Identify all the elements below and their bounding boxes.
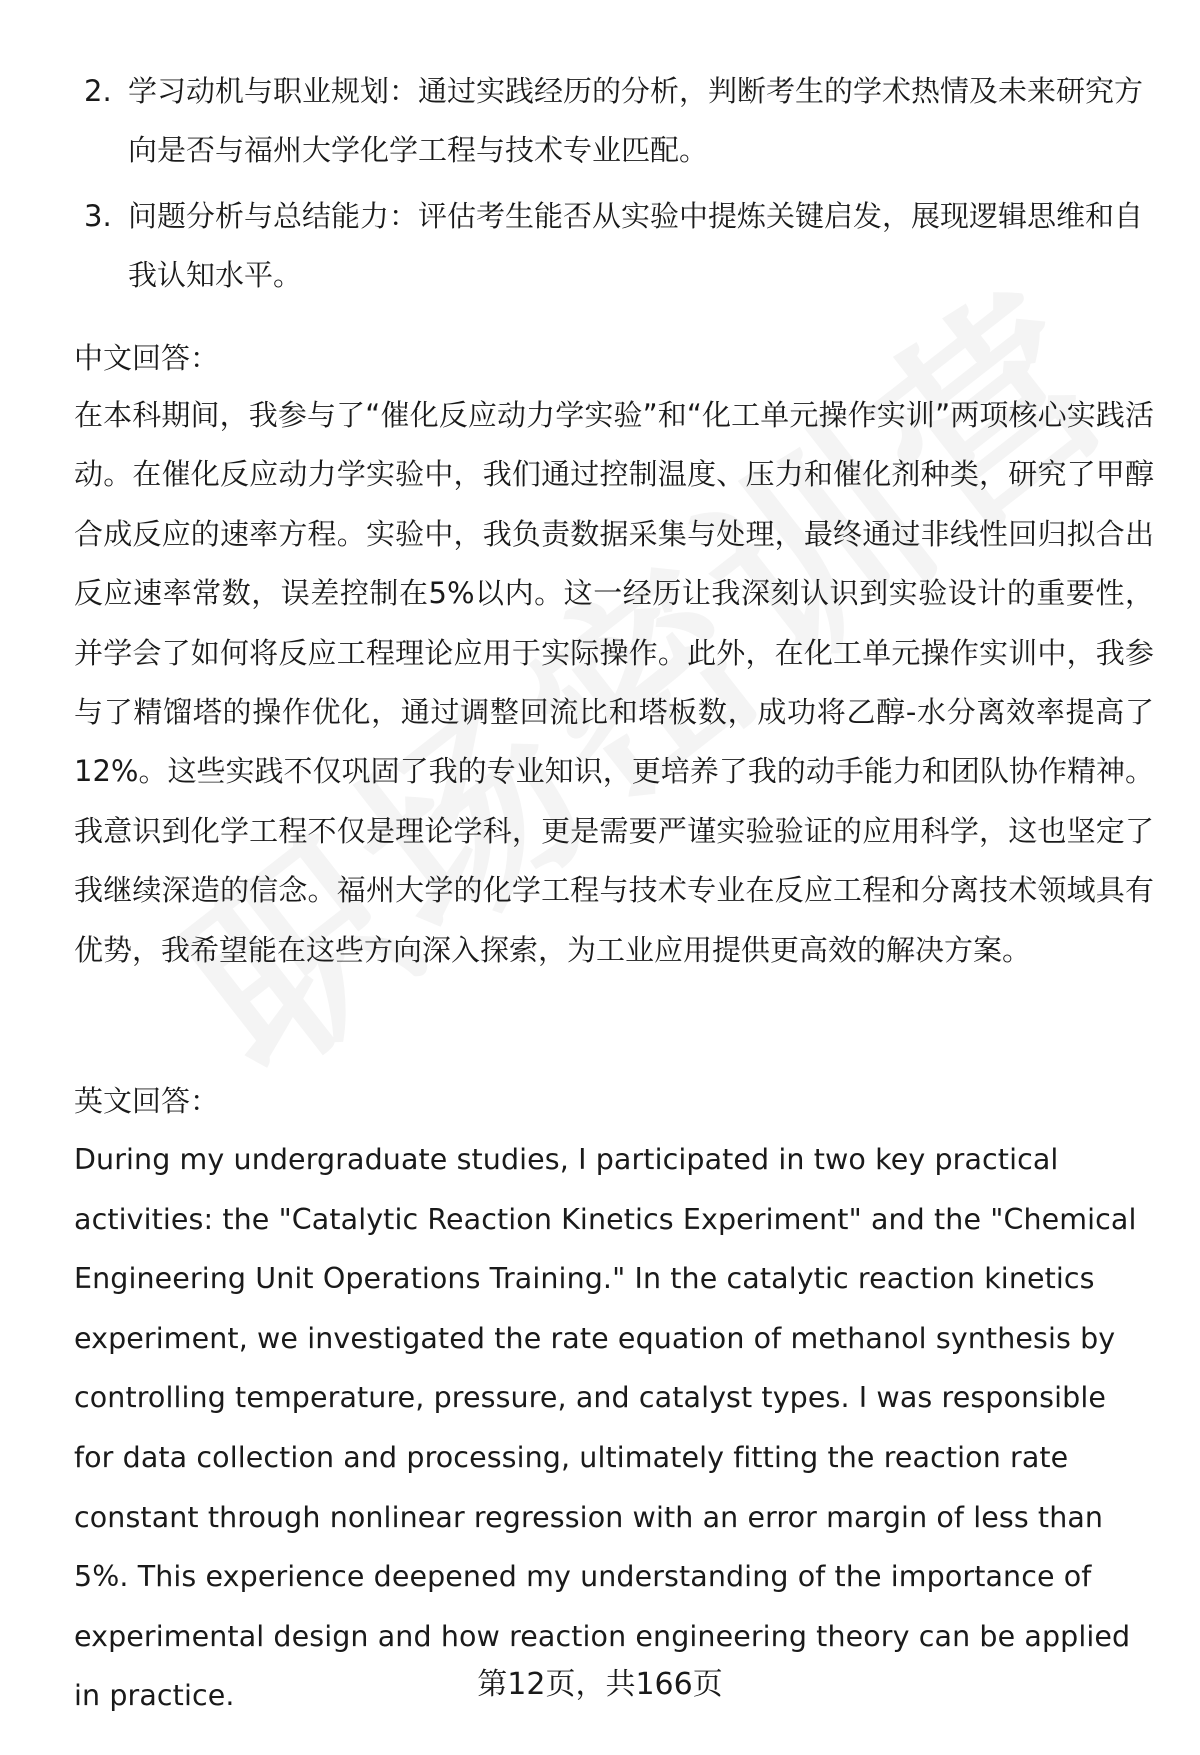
- chinese-answer-body: 在本科期间，我参与了“催化反应动力学实验”和“化工单元操作实训”两项核心实践活动。在催化反应动力学实验中，我们通过控制温度、压力和催化剂种类，研究了甲醇合成反应的速率方程。实验中，我负责数据采集与处理，最终通过非线性回归拟合出反应速率常数，误差控制在5%以内。这一经历让我深刻认识到实验设计的重要性，并学会了如何将反应工程理论应用于实际操作。此外，在化工单元操作实训中，我参与了精馏塔的操作优化，通过调整回流比和塔板数，成功将乙醇-水分离效率提高了12%。这些实践不仅巩固了我的专业知识，更培养了我的动手能力和团队协作精神。我意识到化学工程不仅是理论学科，更是需要严谨实验验证的应用科学，这也坚定了我继续深造的信念。福州大学的化学工程与技术专业在反应工程和分离技术领域具有优势，我希望能在这些方向深入探索，为工业应用提供更高效的解决方案。: [74, 398, 1154, 967]
- evaluation-points-list: [0, 62, 1200, 312]
- chinese-answer-label: 中文回答：: [74, 341, 220, 375]
- list-item-number: 3.: [84, 199, 112, 233]
- list-item: [0, 62, 1148, 180]
- page-indicator: 第12页，共166页: [477, 1667, 723, 1702]
- list-item-number: 2.: [84, 74, 112, 108]
- list-item: [0, 187, 1148, 305]
- english-answer-body: During my undergraduate studies, I participated in two key practical activities: the "Catalytic Reaction Kinetics Experiment" and the "Chemical Engineering Unit Operations Training." In the catalytic reaction kinetics experiment, we investigated the rate equation of methanol synthesis by controlling temperature, pressure, and catalyst types. I was responsible for data collection and processing, ultimately fitting the reaction rate constant through nonlinear regression with an error margin of less than 5%. This experience deepened my understanding of the importance of experimental design and how reaction engineering theory can be applied in practice.: [74, 1143, 1137, 1713]
- english-answer-label: 英文回答：: [74, 1084, 220, 1118]
- list-item-text: 问题分析与总结能力：评估考生能否从实验中提炼关键启发，展现逻辑思维和自我认知水平。: [128, 199, 1144, 292]
- list-item-text: 学习动机与职业规划：通过实践经历的分析，判断考生的学术热情及未来研究方向是否与福州大学化学工程与技术专业匹配。: [128, 74, 1144, 167]
